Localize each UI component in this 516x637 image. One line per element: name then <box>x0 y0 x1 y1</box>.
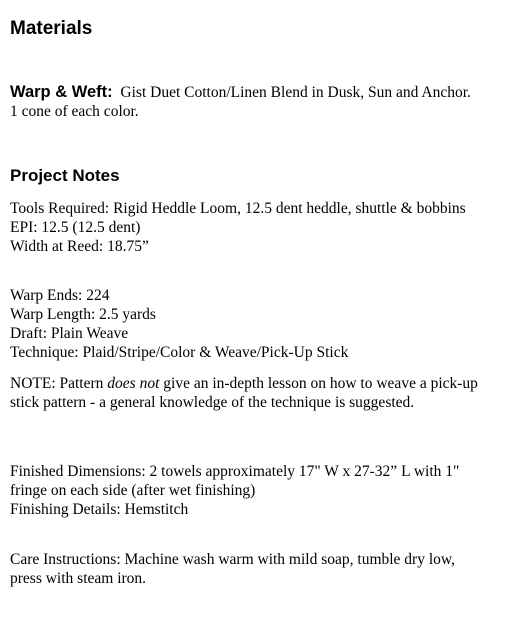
finishing-details: Finishing Details: Hemstitch <box>10 501 189 518</box>
note-after: give an in-depth lesson on how to weave a pick-up stick pattern - a general knowledge of the technique is suggested. <box>10 375 478 411</box>
technique: Technique: Plaid/Stripe/Color & Weave/Pick-Up Stick <box>10 344 349 361</box>
tools-required: Tools Required: Rigid Heddle Loom, 12.5 dent heddle, shuttle & bobbins <box>10 200 466 217</box>
materials-heading: Materials <box>10 18 93 39</box>
warp-weft-label: Warp & Weft: <box>10 83 113 101</box>
finished-dimensions: Finished Dimensions: 2 towels approximately 17" W x 27-32” L with 1" fringe on each side (after wet finishing) <box>10 463 460 499</box>
tools-block <box>10 199 480 256</box>
note-paragraph <box>10 374 480 412</box>
warp-weft-paragraph <box>10 83 480 121</box>
warp-ends: Warp Ends: 224 <box>10 287 110 304</box>
width-at-reed: Width at Reed: 18.75” <box>10 238 149 255</box>
warp-length: Warp Length: 2.5 yards <box>10 306 156 323</box>
note-emphasis: does not <box>107 375 160 392</box>
finishing-block <box>10 462 480 519</box>
epi: EPI: 12.5 (12.5 dent) <box>10 219 141 236</box>
note-before: NOTE: Pattern <box>10 375 108 392</box>
project-notes-heading: Project Notes <box>10 166 120 185</box>
warp-weft-text: Gist Duet Cotton/Linen Blend in Dusk, Sun and Anchor. 1 cone of each color. <box>10 84 471 120</box>
draft: Draft: Plain Weave <box>10 325 129 342</box>
care-instructions: Care Instructions: Machine wash warm with mild soap, tumble dry low, press with steam iron. <box>10 551 455 587</box>
warp-block <box>10 286 480 362</box>
